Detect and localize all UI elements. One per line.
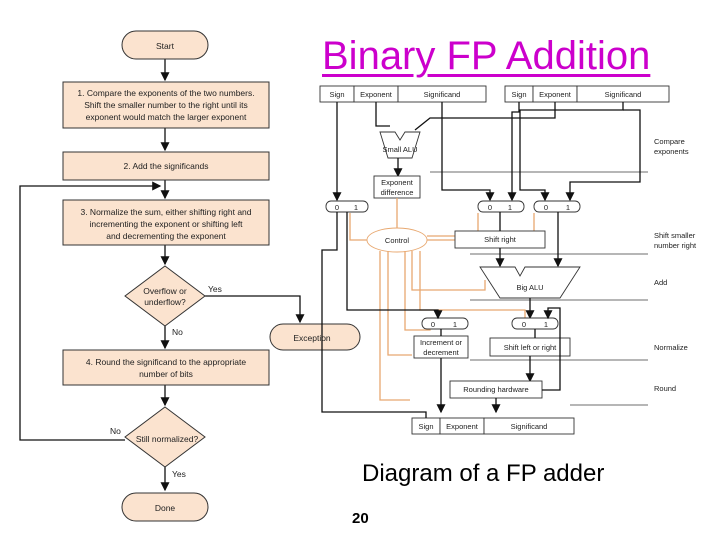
mux-2-label-1: 1 xyxy=(507,203,513,212)
small-alu-label: Small ALU xyxy=(382,145,418,154)
mux-3-label-0: 0 xyxy=(543,203,549,212)
mux-5-label-1: 1 xyxy=(543,320,549,329)
exception-label: Exception xyxy=(293,333,331,343)
output-sign-label: Sign xyxy=(418,422,434,431)
figure-caption: Diagram of a FP adder xyxy=(362,460,605,487)
step1-line3: exponent would match the larger exponent xyxy=(85,112,247,122)
stage-normalize: Normalize xyxy=(654,343,688,352)
mux-1-label-1: 1 xyxy=(353,203,359,212)
mux-4-label-1: 1 xyxy=(452,320,458,329)
stage-shift-line2: number right xyxy=(654,241,697,250)
big-alu-label: Big ALU xyxy=(516,283,544,292)
output-significand-label: Significand xyxy=(510,422,548,431)
shift-right-label: Shift right xyxy=(484,235,516,244)
rounding-hardware-label: Rounding hardware xyxy=(463,385,529,394)
step1-line2: Shift the smaller number to the right until its xyxy=(84,100,248,110)
stage-compare-line2: exponents xyxy=(654,147,689,156)
normalized-no-label: No xyxy=(110,426,121,436)
start-label: Start xyxy=(156,41,174,51)
overflow-line2: underflow? xyxy=(144,297,186,307)
stage-compare-line1: Compare xyxy=(654,137,685,146)
step1-line1: 1. Compare the exponents of the two numbers. xyxy=(77,88,255,98)
overflow-yes-label: Yes xyxy=(208,284,222,294)
mux-3 xyxy=(534,201,580,212)
shift-left-right-label: Shift left or right xyxy=(503,343,557,352)
control-label: Control xyxy=(384,236,410,245)
slide-title: Binary FP Addition xyxy=(322,34,651,78)
step4-line1: 4. Round the significand to the appropriate xyxy=(85,357,247,367)
step4-box xyxy=(63,350,269,385)
input-a-exponent-label: Exponent xyxy=(360,90,392,99)
input-b-significand-label: Significand xyxy=(604,90,642,99)
overflow-no-label: No xyxy=(172,327,183,337)
mux-3-label-1: 1 xyxy=(565,203,571,212)
page-number: 20 xyxy=(352,510,369,527)
mux-1-label-0: 0 xyxy=(334,203,340,212)
overflow-line1: Overflow or xyxy=(143,286,187,296)
flowchart xyxy=(20,31,360,521)
stage-shift-line1: Shift smaller xyxy=(654,231,696,240)
still-normalized-label: Still normalized? xyxy=(135,434,199,444)
step4-line2: number of bits xyxy=(139,369,193,379)
input-a-sign-label: Sign xyxy=(329,90,345,99)
step3-line1: 3. Normalize the sum, either shifting right and xyxy=(80,207,252,217)
stage-round: Round xyxy=(654,384,677,393)
done-label: Done xyxy=(154,503,176,513)
mux-1 xyxy=(326,201,368,212)
mux-4-label-0: 0 xyxy=(430,320,436,329)
exponent-difference-line2: difference xyxy=(380,188,414,197)
mux-5-label-0: 0 xyxy=(521,320,527,329)
step3-line2: incrementing the exponent or shifting left xyxy=(89,219,243,229)
normalized-yes-label: Yes xyxy=(172,469,186,479)
stage-add: Add xyxy=(654,278,668,287)
mux-4 xyxy=(422,318,468,329)
input-a-significand-label: Significand xyxy=(423,90,461,99)
overflow-decision xyxy=(125,266,205,326)
output-exponent-label: Exponent xyxy=(446,422,478,431)
increment-decrement-line2: decrement xyxy=(423,348,459,357)
step3-line3: and decrementing the exponent xyxy=(106,231,226,241)
mux-2-label-0: 0 xyxy=(487,203,493,212)
datapath xyxy=(320,86,697,434)
input-b-exponent-label: Exponent xyxy=(539,90,571,99)
exponent-difference-line1: Exponent xyxy=(381,178,413,187)
increment-decrement-line1: Increment or xyxy=(419,338,463,347)
mux-2 xyxy=(478,201,524,212)
input-b-sign-label: Sign xyxy=(511,90,527,99)
step2-label: 2. Add the significands xyxy=(123,161,209,171)
mux-5 xyxy=(512,318,558,329)
